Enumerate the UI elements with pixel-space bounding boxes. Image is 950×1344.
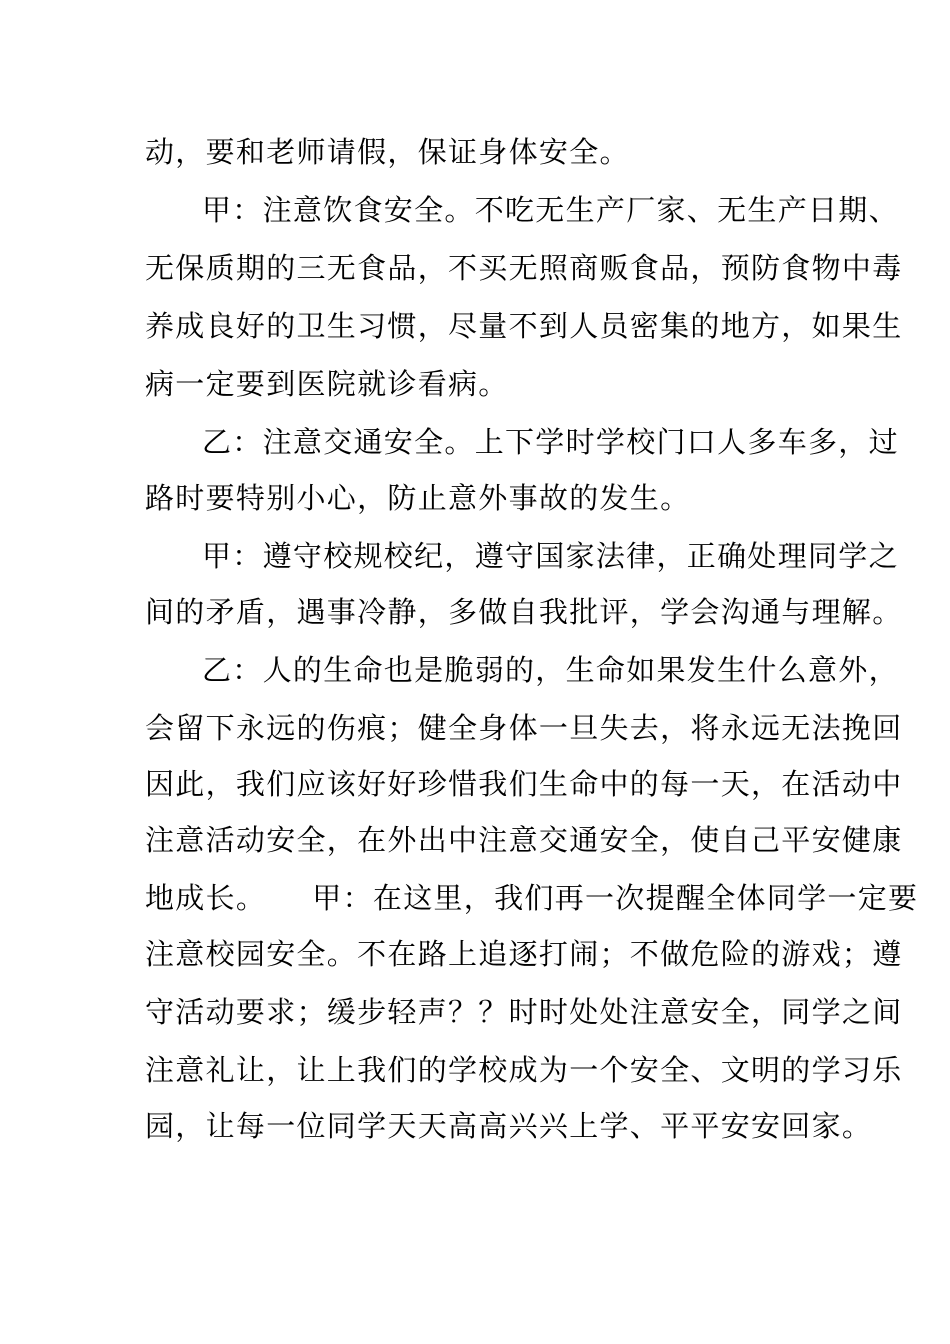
- text-line: 无保质期的三无食品，不买无照商贩食品，预防食物中毒: [145, 251, 903, 285]
- text-line: 动，要和老师请假，保证身体安全。: [145, 135, 630, 169]
- text-line: 园，让每一位同学天天高高兴兴上学、平平安安回家。: [145, 1109, 873, 1143]
- text-line: 养成良好的卫生习惯，尽量不到人员密集的地方，如果生: [145, 309, 903, 343]
- text-line: 间的矛盾，遇事冷静，多做自我批评，学会沟通与理解。: [145, 595, 903, 629]
- text-line: 注意活动安全，在外出中注意交通安全，使自己平安健康: [145, 823, 903, 857]
- text-line: 因此，我们应该好好珍惜我们生命中的每一天，在活动中: [145, 767, 903, 801]
- text-line: 甲：注意饮食安全。不吃无生产厂家、无生产日期、: [202, 193, 899, 227]
- text-line: 病一定要到医院就诊看病。: [145, 367, 509, 401]
- text-line: 注意礼让，让上我们的学校成为一个安全、文明的学习乐: [145, 1053, 903, 1087]
- text-line: 注意校园安全。不在路上追逐打闹；不做危险的游戏；遵: [145, 937, 903, 971]
- text-line: 乙：注意交通安全。上下学时学校门口人多车多，过: [202, 425, 899, 459]
- text-line: 守活动要求；缓步轻声？？时时处处注意安全，同学之间: [145, 995, 903, 1029]
- text-line: 甲：遵守校规校纪，遵守国家法律，正确处理同学之: [202, 539, 899, 573]
- text-line: 地成长。 甲：在这里，我们再一次提醒全体同学一定要: [145, 881, 919, 915]
- text-line: 乙：人的生命也是脆弱的，生命如果发生什么意外，: [202, 653, 899, 687]
- text-line: 会留下永远的伤痕；健全身体一旦失去，将永远无法挽回: [145, 711, 903, 745]
- text-line: 路时要特别小心，防止意外事故的发生。: [145, 481, 691, 515]
